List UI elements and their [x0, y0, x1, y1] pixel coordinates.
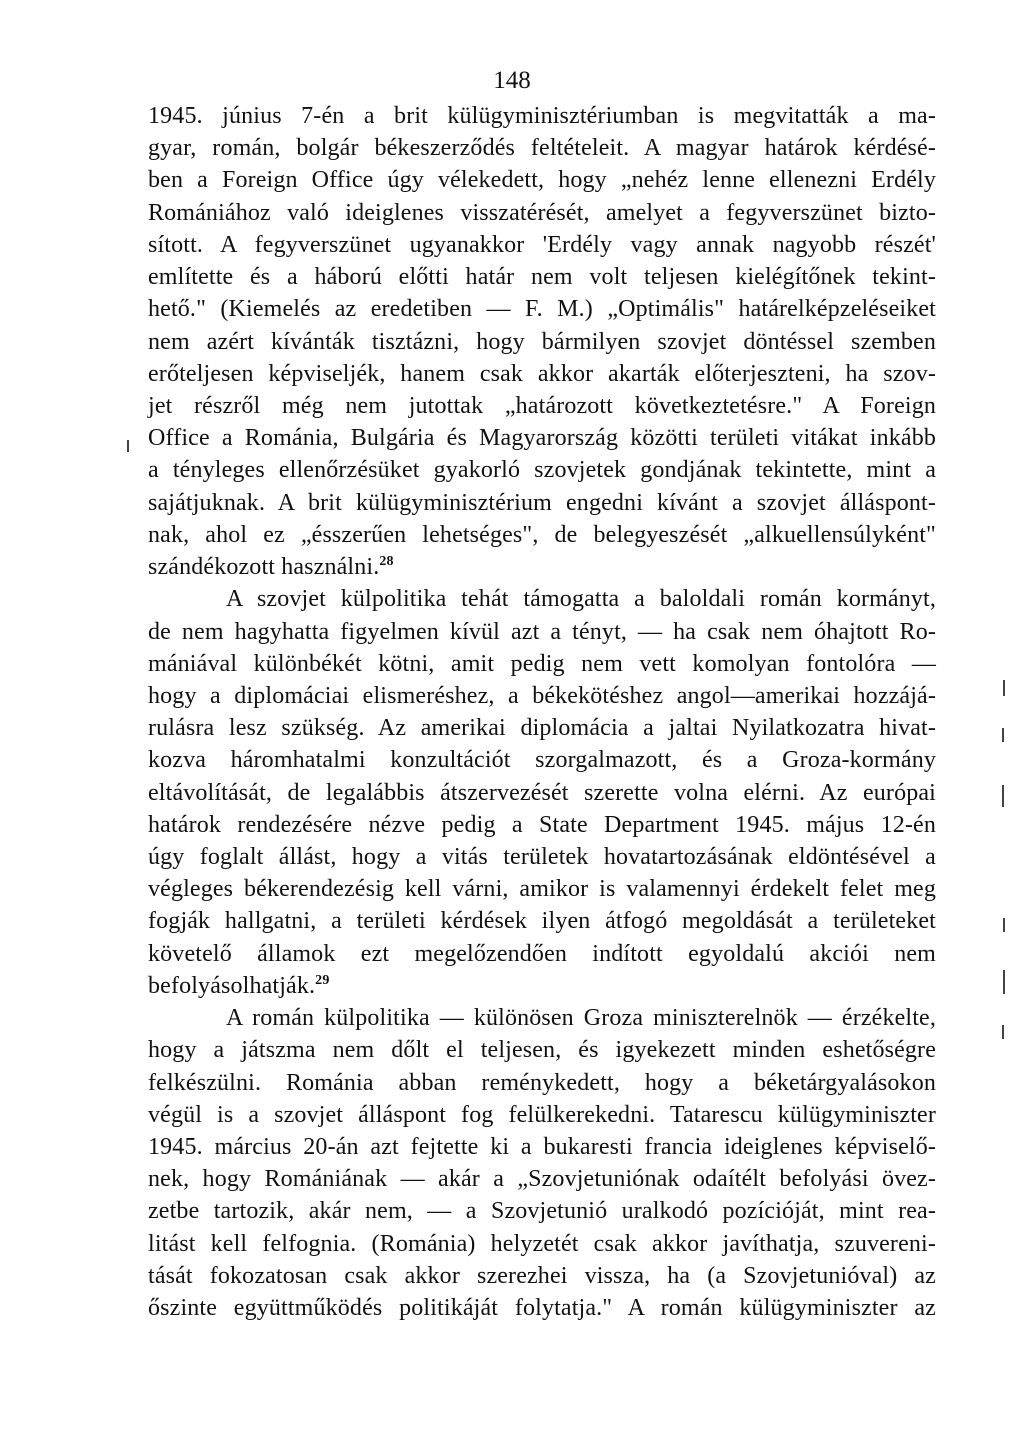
margin-mark [1003, 680, 1005, 696]
text-line-content: nak, ahol ez „ésszerűen lehetséges", de belegyeszését „alkuellensúlyként" [148, 521, 936, 548]
text-line-content: gyar, román, bolgár békeszerződés feltételeit. A magyar határok kérdésé- [148, 135, 936, 162]
text-line-content: felkészülni. Románia abban reménykedett, hogy a béketárgyalásokon [148, 1069, 936, 1096]
text-line [148, 873, 936, 905]
text-line-content: a tényleges ellenőrzésüket gyakorló szovjetek gondjának tekintette, mint a [148, 457, 936, 484]
text-line-content: végleges békerendezésig kell várni, amikor is valamennyi érdekelt felet meg [148, 876, 936, 903]
text-line-content: Office a Románia, Bulgária és Magyarország közötti területi vitákat inkább [148, 425, 936, 452]
page-number: 148 [493, 67, 531, 94]
margin-mark [1002, 1025, 1004, 1039]
text-line [148, 551, 936, 583]
text-line-content: hogy a diplomáciai elismeréshez, a békekötéshez angol—amerikai hozzájá- [148, 682, 936, 709]
text-line [148, 197, 936, 229]
text-line [148, 164, 936, 196]
text-line-content: nem azért kívánták tisztázni, hogy bármilyen szovjet döntéssel szemben [148, 328, 936, 355]
text-line [148, 422, 936, 454]
text-line [148, 229, 936, 261]
text-line [148, 712, 936, 744]
text-line-content: 1945. március 20-án azt fejtette ki a bukaresti francia ideiglenes képviselő- [148, 1134, 936, 1160]
text-line [148, 841, 936, 873]
text-line [148, 616, 936, 648]
text-line-content: hogy a játszma nem dőlt el teljesen, és igyekezett minden eshetőségre [148, 1037, 936, 1064]
text-line [148, 1131, 936, 1163]
text-line-content: rulásra lesz szükség. Az amerikai diplomácia a jaltai Nyilatkozatra hivat- [148, 715, 936, 742]
text-line [148, 1228, 936, 1260]
text-line [148, 132, 936, 164]
text-line [148, 1163, 936, 1195]
text-line-content: kozva háromhatalmi konzultációt szorgalmazott, és a Groza-kormány [148, 747, 936, 774]
text-line-content: erőteljesen képviseljék, hanem csak akkor akarták előterjeszteni, ha szov- [148, 360, 936, 387]
text-line-content: őszinte együttműködés politikáját folytatja." A román külügyminiszter az [148, 1295, 936, 1322]
text-line-content: említette és a háború előtti határ nem volt teljesen kielégítőnek tekint- [148, 264, 936, 291]
text-line-content: 1945. június 7-én a brit külügyminisztériumban is megvitatták a ma- [148, 103, 936, 129]
text-line-content: fogják hallgatni, a területi kérdések ilyen átfogó megoldását a területeket [148, 908, 936, 935]
text-line [148, 809, 936, 841]
text-line-content: A szovjet külpolitika tehát támogatta a baloldali román kormányt, [226, 586, 936, 613]
text-line [148, 1292, 936, 1324]
margin-mark [1003, 970, 1005, 994]
text-line [148, 358, 936, 390]
text-line [148, 487, 936, 519]
text-line-content: jet részről még nem jutottak „határozott következtetésre." A Foreign [148, 392, 936, 419]
text-line [148, 1067, 936, 1099]
text-line [148, 648, 936, 680]
margin-mark [127, 440, 129, 452]
text-line-content: Romániához való ideiglenes visszatérését, amelyet a fegyverszünet bizto- [148, 199, 936, 226]
text-line [148, 519, 936, 551]
text-line [148, 680, 936, 712]
text-line [148, 1034, 936, 1066]
text-line-content: eltávolítását, de legalábbis átszervezését szerette volna elérni. Az európai [148, 779, 936, 806]
text-line-content: de nem hagyhatta figyelmen kívül azt a tényt, — ha csak nem óhajtott Ro- [148, 618, 936, 645]
text-line-content: mániával különbékét kötni, amit pedig nem vett komolyan fontolóra — [148, 650, 936, 677]
text-line [148, 293, 936, 325]
text-line [148, 583, 936, 615]
text-line-content: úgy foglalt állást, hogy a vitás területek hovatartozásának eldöntésével a [148, 844, 936, 871]
text-line-content: A román külpolitika — különösen Groza miniszterelnök — érzékelte, [226, 1005, 936, 1032]
text-line-content: sított. A fegyverszünet ugyanakkor 'Erdély vagy annak nagyobb részét' [148, 231, 936, 258]
margin-mark [1002, 785, 1004, 807]
text-line [148, 1002, 936, 1034]
text-line [148, 1099, 936, 1131]
margin-mark [1003, 918, 1005, 932]
text-line [148, 1260, 936, 1292]
text-line [148, 905, 936, 937]
margin-mark [1002, 728, 1004, 742]
text-line-content: határok rendezésére nézve pedig a State Department 1945. május 12-én [148, 811, 936, 838]
footnote-marker: 28 [379, 554, 394, 570]
text-line-content: szándékozott használni. [148, 554, 380, 581]
text-line-content: hető." (Kiemelés az eredetiben — F. M.) „Optimális" határelképzeléseiket [148, 296, 936, 323]
footnote-marker: 29 [315, 972, 330, 988]
text-line [148, 454, 936, 486]
text-line [148, 777, 936, 809]
text-line-content: zetbe tartozik, akár nem, — a Szovjetunió uralkodó pozícióját, mint rea- [148, 1198, 936, 1225]
text-line [148, 970, 936, 1002]
text-line-content: követelő államok ezt megelőzendően indított egyoldalú akciói nem [148, 940, 936, 967]
text-line [148, 938, 936, 970]
text-line [148, 390, 936, 422]
text-line-content: befolyásolhatják. [148, 972, 316, 999]
text-line-content: tását fokozatosan csak akkor szerezhei vissza, ha (a Szovjetunióval) az [148, 1262, 936, 1289]
text-line-content: nek, hogy Romániának — akár a „Szovjetuniónak odaítélt befolyási övez- [148, 1166, 936, 1193]
text-line [148, 261, 936, 293]
text-line-content: litást kell felfognia. (Románia) helyzetét csak akkor javíthatja, szuvereni- [148, 1230, 936, 1257]
text-line-content: sajátjuknak. A brit külügyminisztérium engedni kívánt a szovjet álláspont- [148, 489, 936, 516]
text-line [148, 100, 936, 132]
text-line-content: végül is a szovjet álláspont fog felülkerekedni. Tatarescu külügyminiszter [148, 1101, 936, 1128]
text-line [148, 1195, 936, 1227]
text-line [148, 326, 936, 358]
text-line [148, 744, 936, 776]
body-text [148, 100, 936, 1324]
text-line-content: ben a Foreign Office úgy vélekedett, hogy „nehéz lenne ellenezni Erdély [148, 167, 936, 194]
